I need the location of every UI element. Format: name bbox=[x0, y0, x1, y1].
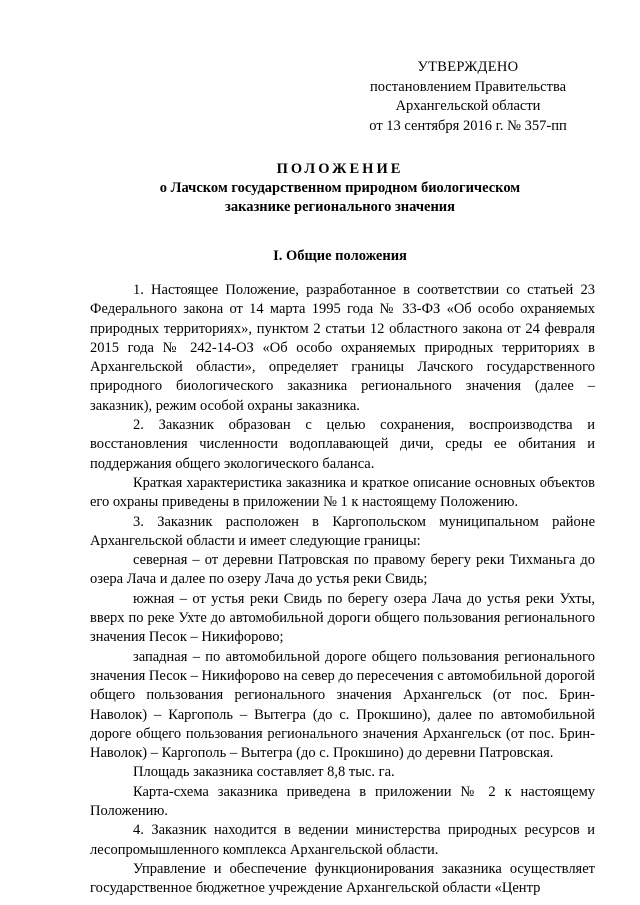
paragraph: 2. Заказник образован с целью сохранения, воспроизводства и восстановления численности водоплавающей дичи, среды ее обитания и поддержания общего экологического баланса. bbox=[90, 417, 595, 472]
paragraph: Карта-схема заказника приведена в приложении № 2 к настоящему Положению. bbox=[90, 783, 595, 820]
paragraph: Площадь заказника составляет 8,8 тыс. га. bbox=[133, 764, 395, 781]
title-line: о Лачском государственном природном биологическом bbox=[159, 180, 521, 196]
paragraph: Краткая характеристика заказника и краткое описание основных объектов его охраны приведены в приложении № 1 к настоящему Положению. bbox=[90, 474, 595, 511]
section-heading: I. Общие положения bbox=[273, 248, 407, 264]
title-heading: ПОЛОЖЕНИЕ bbox=[276, 161, 404, 177]
document-title bbox=[90, 160, 590, 217]
approval-line: постановлением Правительства bbox=[369, 78, 567, 95]
approval-line: Архангельской области bbox=[395, 98, 541, 114]
approval-line: от 13 сентября 2016 г. № 357-пп bbox=[369, 117, 567, 134]
title-line: заказнике регионального значения bbox=[225, 199, 455, 215]
approval-stamp bbox=[338, 58, 598, 136]
paragraph: западная – по автомобильной дороге общего пользования регионального значения Песок – Никифорово на север до пересечения с автомобильной дорогой общего пользования регионального значения Архангельск (от пос. Брин-Наволок) – Каргополь – Вытегра (до с. Прокшино), далее по автомобильной дороге общего пользования регионального значения Архангельск (от пос. Брин-Наволок) – Каргополь – Вытегра (до с. Прокшино) до деревни Патровская. bbox=[90, 648, 595, 762]
paragraph: 3. Заказник расположен в Каргопольском муниципальном районе Архангельской области и имеет следующие границы: bbox=[90, 513, 595, 549]
approval-heading: УТВЕРЖДЕНО bbox=[417, 59, 519, 75]
paragraph: 1. Настоящее Положение, разработанное в соответствии со статьей 23 Федерального закона от 14 марта 1995 года № 33-ФЗ «Об особо охраняемых природных территориях», пунктом 2 статьи 12 областного закона от 24 февраля 2015 года № 242-14-ОЗ «Об особо охраняемых природных территориях в Архангельской области», определяет границы Лачского государственного природного биологического заказника регионального значения (далее – заказник), режим особой охраны заказника. bbox=[90, 282, 595, 414]
paragraph: Управление и обеспечение функционирования заказника осуществляет государственное бюджетное учреждение Архангельской области «Центр bbox=[90, 860, 595, 897]
document-body bbox=[90, 281, 595, 899]
paragraph: 4. Заказник находится в ведении министерства природных ресурсов и лесопромышленного комплекса Архангельской области. bbox=[90, 822, 595, 858]
paragraph: северная – от деревни Патровская по правому берегу реки Тихманьга до озера Лача и далее по озеру Лача до устья реки Свидь; bbox=[90, 552, 595, 588]
paragraph: южная – от устья реки Свидь по берегу озера Лача до устья реки Ухты, вверх по реке Ухте до автомобильной дороги общего пользования регионального значения Песок – Никифорово; bbox=[90, 590, 595, 646]
